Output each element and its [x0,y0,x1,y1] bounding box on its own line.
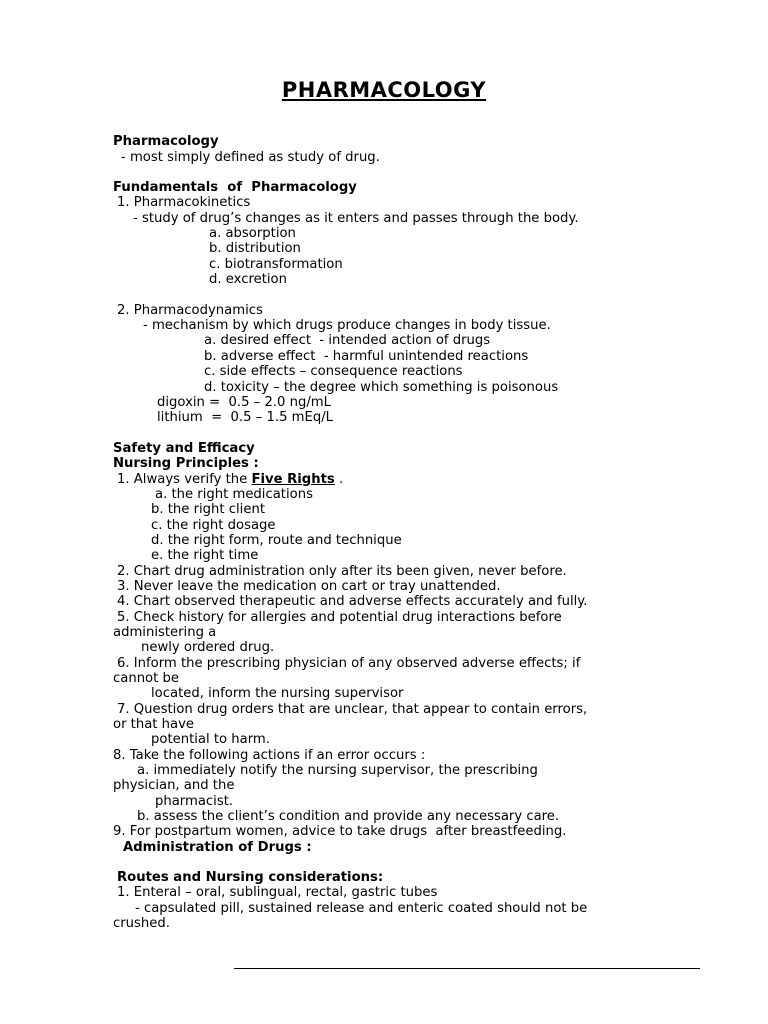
text-line [113,778,234,794]
line-text-after: . [334,472,344,487]
text-line [151,732,270,748]
text-line [155,794,233,810]
text-line [113,625,216,641]
text-line [135,901,587,917]
line-text: or that have [113,717,195,732]
line-text: lithium = 0.5 – 1.5 mEq/L [157,410,333,425]
line-text: 7. Question drug orders that are unclear, that appear to contain errors, [117,702,588,717]
text-line [151,548,258,564]
line-text: potential to harm. [151,732,270,747]
line-text: - study of drug’s changes as it enters and passes through the body. [133,211,579,226]
line-text: 8. Take the following actions if an error occurs : [113,748,426,763]
line-text: c. side effects – consequence reactions [204,364,463,379]
text-line [113,824,566,840]
line-text: d. excretion [209,272,287,287]
text-line [157,395,331,411]
page-title: PHARMACOLOGY [281,78,487,102]
text-line [133,211,579,227]
text-line [141,640,274,656]
line-text: cannot be [113,671,179,686]
line-text: a. desired effect - intended action of drugs [204,333,491,348]
text-line [113,748,425,764]
text-line [117,885,437,901]
text-line [151,686,403,702]
text-line [209,272,287,288]
section-heading [113,180,357,196]
text-line [157,410,333,426]
text-line [117,702,587,718]
line-text: 1. Pharmacokinetics [117,195,251,210]
text-line [113,671,179,687]
line-text: 6. Inform the prescribing physician of any observed adverse effects; if [117,656,581,671]
text-line [113,717,194,733]
line-text: a. immediately notify the nursing supervisor, the prescribing [137,763,538,778]
text-line [113,916,170,932]
line-text: located, inform the nursing supervisor [151,686,404,701]
footer-rule [234,968,700,969]
text-line [209,226,296,242]
section-heading [117,870,383,886]
line-text: - mechanism by which drugs produce changes in body tissue. [143,318,551,333]
line-text: digoxin = 0.5 – 2.0 ng/mL [157,395,331,410]
line-text: Pharmacology [113,134,219,149]
text-line [137,809,559,825]
text-line [143,318,551,334]
text-line [117,656,580,672]
line-text: d. toxicity – the degree which something is poisonous [204,380,559,395]
line-text: administering a [113,625,217,640]
text-line [117,610,562,626]
line-text: - most simply defined as study of drug. [121,150,380,165]
line-text: b. distribution [209,241,301,256]
line-text: 1. Always verify the [117,472,252,487]
line-text: Fundamentals of Pharmacology [113,180,357,195]
line-text: crushed. [113,916,170,931]
text-line [137,763,538,779]
text-line [204,364,463,380]
line-text: 2. Chart drug administration only after its been given, never before. [117,564,567,579]
line-text: c. biotransformation [209,257,343,272]
line-text: 1. Enteral – oral, sublingual, rectal, gastric tubes [117,885,438,900]
line-text: Administration of Drugs : [123,840,312,855]
section-heading [113,441,255,457]
line-text: pharmacist. [155,794,234,809]
line-text: d. the right form, route and technique [151,533,402,548]
text-line [204,349,528,365]
line-text: b. adverse effect - harmful unintended reactions [204,349,529,364]
line-text: - capsulated pill, sustained release and enteric coated should not be [135,901,588,916]
line-text: b. assess the client’s condition and provide any necessary care. [137,809,560,824]
line-text: a. the right medications [155,487,313,502]
text-line [121,150,380,166]
text-line [204,380,558,396]
section-heading [123,840,312,856]
text-line [209,241,301,257]
text-line [151,502,265,518]
text-line [117,594,587,610]
section-heading [113,134,219,150]
text-line [117,195,250,211]
emphasized-text: Five Rights [251,472,335,487]
line-text: 9. For postpartum women, advice to take drugs after breastfeeding. [113,824,567,839]
text-line [117,579,501,595]
line-text: 3. Never leave the medication on cart or tray unattended. [117,579,501,594]
text-line [151,518,276,534]
text-line [155,487,313,503]
line-text: 4. Chart observed therapeutic and adverse effects accurately and fully. [117,594,588,609]
line-text: physician, and the [113,778,235,793]
line-text: Routes and Nursing considerations: [117,870,384,885]
line-text: c. the right dosage [151,518,276,533]
line-text: e. the right time [151,548,259,563]
text-line [151,533,402,549]
line-text: Nursing Principles : [113,456,259,471]
text-line [117,303,263,319]
line-text: newly ordered drug. [141,640,275,655]
line-text: a. absorption [209,226,296,241]
text-line [209,257,343,273]
line-text: Safety and Efficacy [113,441,255,456]
section-heading [113,456,259,472]
text-line [117,472,343,488]
line-text: 2. Pharmacodynamics [117,303,263,318]
text-line [117,564,567,580]
text-line [204,333,490,349]
line-text: 5. Check history for allergies and potential drug interactions before [117,610,562,625]
line-text: b. the right client [151,502,265,517]
